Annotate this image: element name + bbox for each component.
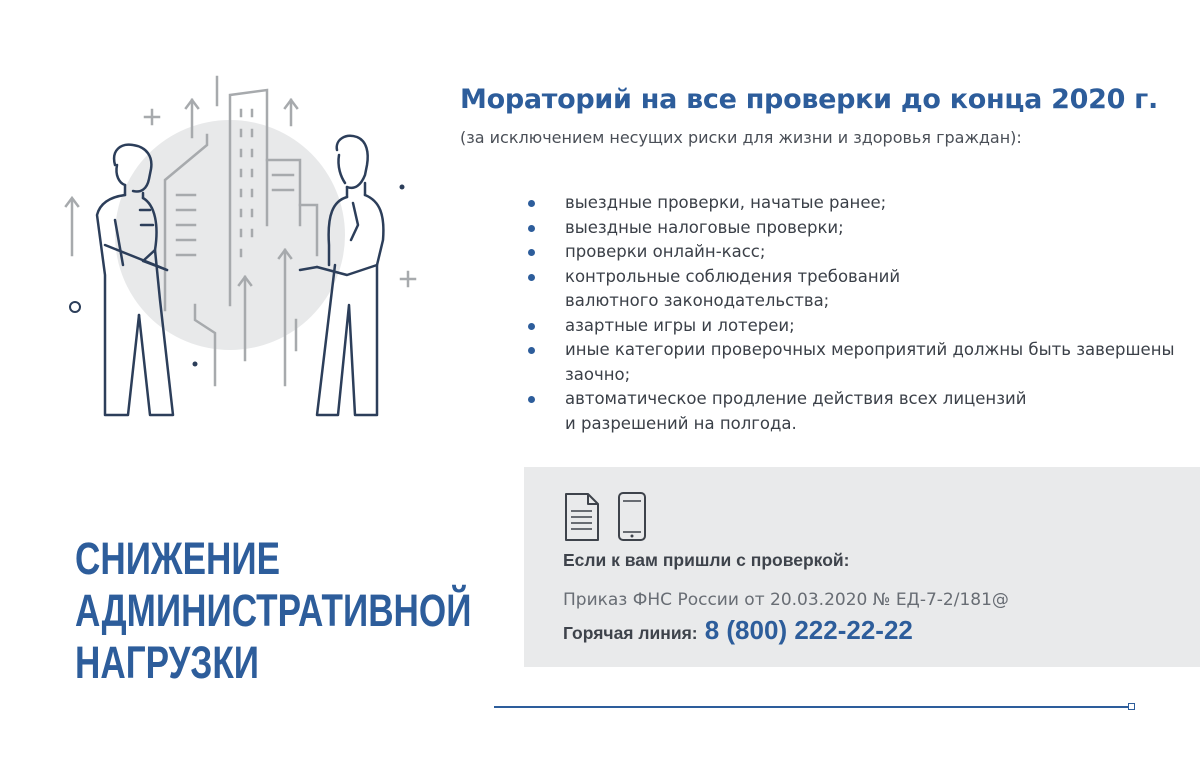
bullet-icon	[528, 274, 535, 281]
info-heading: Если к вам пришли с проверкой:	[563, 550, 850, 570]
bullet-icon	[528, 323, 535, 330]
page-subtitle: (за исключением несущих риски для жизни и здоровья граждан):	[460, 128, 1022, 147]
bullet-icon	[528, 249, 535, 256]
smartphone-icon	[619, 493, 645, 540]
bottom-divider	[494, 706, 1131, 708]
handshake-illustration	[55, 65, 435, 425]
info-icons	[564, 492, 654, 546]
hotline	[563, 615, 913, 646]
section-title-line: АДМИНИСТРАТИВНОЙ	[75, 585, 472, 636]
list-item: азартные игры и лотереи;	[528, 314, 1188, 339]
divider-end-marker	[1128, 703, 1135, 710]
order-reference: Приказ ФНС России от 20.03.2020 № ЕД-7-2/181@	[563, 590, 1009, 610]
list-item: иные категории проверочных мероприятий должны быть завершены заочно;	[528, 338, 1188, 387]
list-item: проверки онлайн-касс;	[528, 240, 1188, 265]
section-title	[75, 533, 471, 689]
list-item: выездные налоговые проверки;	[528, 216, 1188, 241]
bullet-icon	[528, 225, 535, 232]
inspection-info-box	[524, 467, 1200, 667]
list-item: выездные проверки, начатые ранее;	[528, 191, 1188, 216]
hotline-number[interactable]: 8 (800) 222-22-22	[704, 615, 913, 645]
bullet-icon	[528, 200, 535, 207]
list-item: контрольные соблюдения требований валютного законодательства;	[528, 265, 1188, 314]
document-icon	[566, 494, 598, 540]
bullet-icon	[528, 396, 535, 403]
moratorium-list	[528, 191, 1188, 436]
hotline-label: Горячая линия:	[563, 623, 698, 643]
list-item: автоматическое продление действия всех лицензий и разрешений на полгода.	[528, 387, 1188, 436]
bullet-icon	[528, 347, 535, 354]
section-title-line: СНИЖЕНИЕ	[75, 533, 281, 584]
info-icon-group	[564, 492, 654, 542]
page-title: Мораторий на все проверки до конца 2020 г.	[460, 84, 1158, 115]
section-title-line: НАГРУЗКИ	[75, 637, 260, 688]
